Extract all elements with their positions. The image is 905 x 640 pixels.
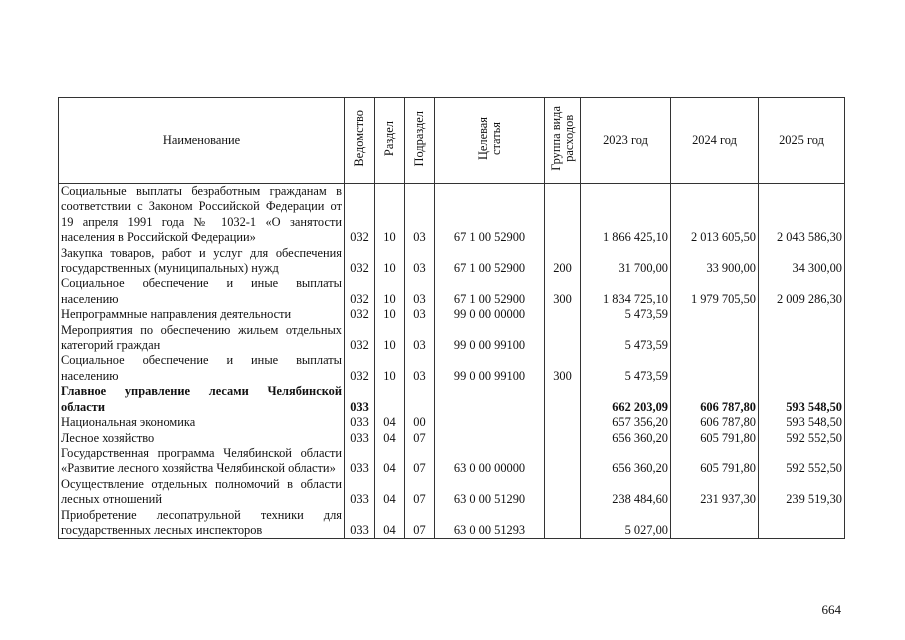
- row-2024: [671, 353, 759, 384]
- row-vedomstvo: 033: [345, 508, 375, 539]
- row-statya: 67 1 00 52900: [435, 184, 545, 246]
- row-statya: 67 1 00 52900: [435, 246, 545, 277]
- row-statya: [435, 415, 545, 430]
- row-2025: [759, 508, 845, 539]
- row-name: Лесное хозяйство: [59, 431, 345, 446]
- header-row: [59, 98, 845, 184]
- row-statya: 63 0 00 51290: [435, 477, 545, 508]
- row-statya: 63 0 00 51293: [435, 508, 545, 539]
- row-2023: 656 360,20: [581, 431, 671, 446]
- row-gruppa: 200: [545, 246, 581, 277]
- row-2024: [671, 508, 759, 539]
- header-name: Наименование: [59, 98, 345, 184]
- table-row: [59, 184, 845, 246]
- row-2025: 2 009 286,30: [759, 276, 845, 307]
- row-vedomstvo: 032: [345, 323, 375, 354]
- row-name: Социальное обеспечение и иные выплаты населению: [59, 353, 345, 384]
- row-2024: 605 791,80: [671, 446, 759, 477]
- row-vedomstvo: 032: [345, 353, 375, 384]
- row-2025: 2 043 586,30: [759, 184, 845, 246]
- row-podrazdel: 07: [405, 508, 435, 539]
- row-2024: 606 787,80: [671, 384, 759, 415]
- row-gruppa: [545, 184, 581, 246]
- header-2024: 2024 год: [671, 98, 759, 184]
- row-gruppa: [545, 384, 581, 415]
- row-2023: 1 834 725,10: [581, 276, 671, 307]
- row-razdel: 10: [375, 323, 405, 354]
- header-vedomstvo: Ведомство: [345, 98, 375, 184]
- row-name: Осуществление отдельных полномочий в области лесных отношений: [59, 477, 345, 508]
- row-podrazdel: 03: [405, 307, 435, 322]
- row-vedomstvo: 032: [345, 276, 375, 307]
- table-row: [59, 415, 845, 430]
- header-razdel: Раздел: [375, 98, 405, 184]
- table-row: [59, 508, 845, 539]
- row-gruppa: [545, 415, 581, 430]
- row-razdel: 04: [375, 477, 405, 508]
- row-podrazdel: 03: [405, 276, 435, 307]
- page-number: 664: [821, 602, 841, 617]
- row-statya: 67 1 00 52900: [435, 276, 545, 307]
- row-2024: 231 937,30: [671, 477, 759, 508]
- row-podrazdel: 03: [405, 246, 435, 277]
- row-statya: 63 0 00 00000: [435, 446, 545, 477]
- row-name: Непрограммные направления деятельности: [59, 307, 345, 322]
- row-2023: 662 203,09: [581, 384, 671, 415]
- header-2023: 2023 год: [581, 98, 671, 184]
- row-2023: 31 700,00: [581, 246, 671, 277]
- row-podrazdel: 03: [405, 323, 435, 354]
- row-2023: 1 866 425,10: [581, 184, 671, 246]
- row-2023: 5 473,59: [581, 323, 671, 354]
- row-podrazdel: 00: [405, 415, 435, 430]
- row-2025: 34 300,00: [759, 246, 845, 277]
- row-razdel: 04: [375, 431, 405, 446]
- table-row: [59, 323, 845, 354]
- row-2025: 593 548,50: [759, 384, 845, 415]
- row-gruppa: [545, 323, 581, 354]
- row-razdel: 10: [375, 307, 405, 322]
- row-razdel: 04: [375, 446, 405, 477]
- row-2025: 592 552,50: [759, 431, 845, 446]
- row-2025: 593 548,50: [759, 415, 845, 430]
- table-row: [59, 477, 845, 508]
- row-name: Социальные выплаты безработным гражданам в соответствии с Законом Российской Федерации от 19 апреля 1991 года № 1032-1 «О занятости населения в Российской Федерации»: [59, 184, 345, 246]
- row-name: Приобретение лесопатрульной техники для государственных лесных инспекторов: [59, 508, 345, 539]
- row-2023: 238 484,60: [581, 477, 671, 508]
- row-razdel: 04: [375, 415, 405, 430]
- row-gruppa: [545, 508, 581, 539]
- row-razdel: 04: [375, 508, 405, 539]
- table-row: [59, 353, 845, 384]
- row-2025: [759, 323, 845, 354]
- table-row: [59, 307, 845, 322]
- row-razdel: 10: [375, 184, 405, 246]
- row-2023: 657 356,20: [581, 415, 671, 430]
- header-2025: 2025 год: [759, 98, 845, 184]
- row-name: Государственная программа Челябинской области «Развитие лесного хозяйства Челябинской области»: [59, 446, 345, 477]
- row-gruppa: [545, 446, 581, 477]
- row-2025: 239 519,30: [759, 477, 845, 508]
- header-podrazdel: Подраздел: [405, 98, 435, 184]
- row-statya: 99 0 00 99100: [435, 353, 545, 384]
- row-2024: 33 900,00: [671, 246, 759, 277]
- row-podrazdel: 07: [405, 431, 435, 446]
- row-name: Социальное обеспечение и иные выплаты населению: [59, 276, 345, 307]
- row-statya: 99 0 00 99100: [435, 323, 545, 354]
- row-2025: [759, 307, 845, 322]
- row-name: Закупка товаров, работ и услуг для обеспечения государственных (муниципальных) нужд: [59, 246, 345, 277]
- row-razdel: 10: [375, 276, 405, 307]
- row-statya: [435, 431, 545, 446]
- row-name: Главное управление лесами Челябинской области: [59, 384, 345, 415]
- row-2023: 5 473,59: [581, 307, 671, 322]
- budget-table: [58, 97, 845, 539]
- row-2024: 1 979 705,50: [671, 276, 759, 307]
- row-2024: 2 013 605,50: [671, 184, 759, 246]
- row-2024: 606 787,80: [671, 415, 759, 430]
- row-2023: 5 027,00: [581, 508, 671, 539]
- row-2023: 656 360,20: [581, 446, 671, 477]
- row-gruppa: 300: [545, 353, 581, 384]
- row-podrazdel: 03: [405, 353, 435, 384]
- row-podrazdel: [405, 384, 435, 415]
- row-2025: [759, 353, 845, 384]
- table-row: [59, 276, 845, 307]
- table-row: [59, 431, 845, 446]
- row-podrazdel: 03: [405, 184, 435, 246]
- row-vedomstvo: 033: [345, 384, 375, 415]
- header-gruppa: Группа вида расходов: [545, 98, 581, 184]
- row-2023: 5 473,59: [581, 353, 671, 384]
- row-vedomstvo: 033: [345, 415, 375, 430]
- row-gruppa: 300: [545, 276, 581, 307]
- row-statya: 99 0 00 00000: [435, 307, 545, 322]
- row-razdel: 10: [375, 353, 405, 384]
- row-2025: 592 552,50: [759, 446, 845, 477]
- table-row-bold: [59, 384, 845, 415]
- row-2024: 605 791,80: [671, 431, 759, 446]
- row-vedomstvo: 033: [345, 431, 375, 446]
- row-gruppa: [545, 431, 581, 446]
- row-2024: [671, 323, 759, 354]
- row-name: Национальная экономика: [59, 415, 345, 430]
- row-vedomstvo: 032: [345, 246, 375, 277]
- row-podrazdel: 07: [405, 477, 435, 508]
- row-razdel: [375, 384, 405, 415]
- row-vedomstvo: 032: [345, 184, 375, 246]
- row-name: Мероприятия по обеспечению жильем отдельных категорий граждан: [59, 323, 345, 354]
- row-vedomstvo: 033: [345, 446, 375, 477]
- table-row: [59, 446, 845, 477]
- row-2024: [671, 307, 759, 322]
- header-statya: Целевая статья: [435, 98, 545, 184]
- row-gruppa: [545, 307, 581, 322]
- row-podrazdel: 07: [405, 446, 435, 477]
- row-gruppa: [545, 477, 581, 508]
- row-vedomstvo: 032: [345, 307, 375, 322]
- row-vedomstvo: 033: [345, 477, 375, 508]
- row-razdel: 10: [375, 246, 405, 277]
- table-row: [59, 246, 845, 277]
- row-statya: [435, 384, 545, 415]
